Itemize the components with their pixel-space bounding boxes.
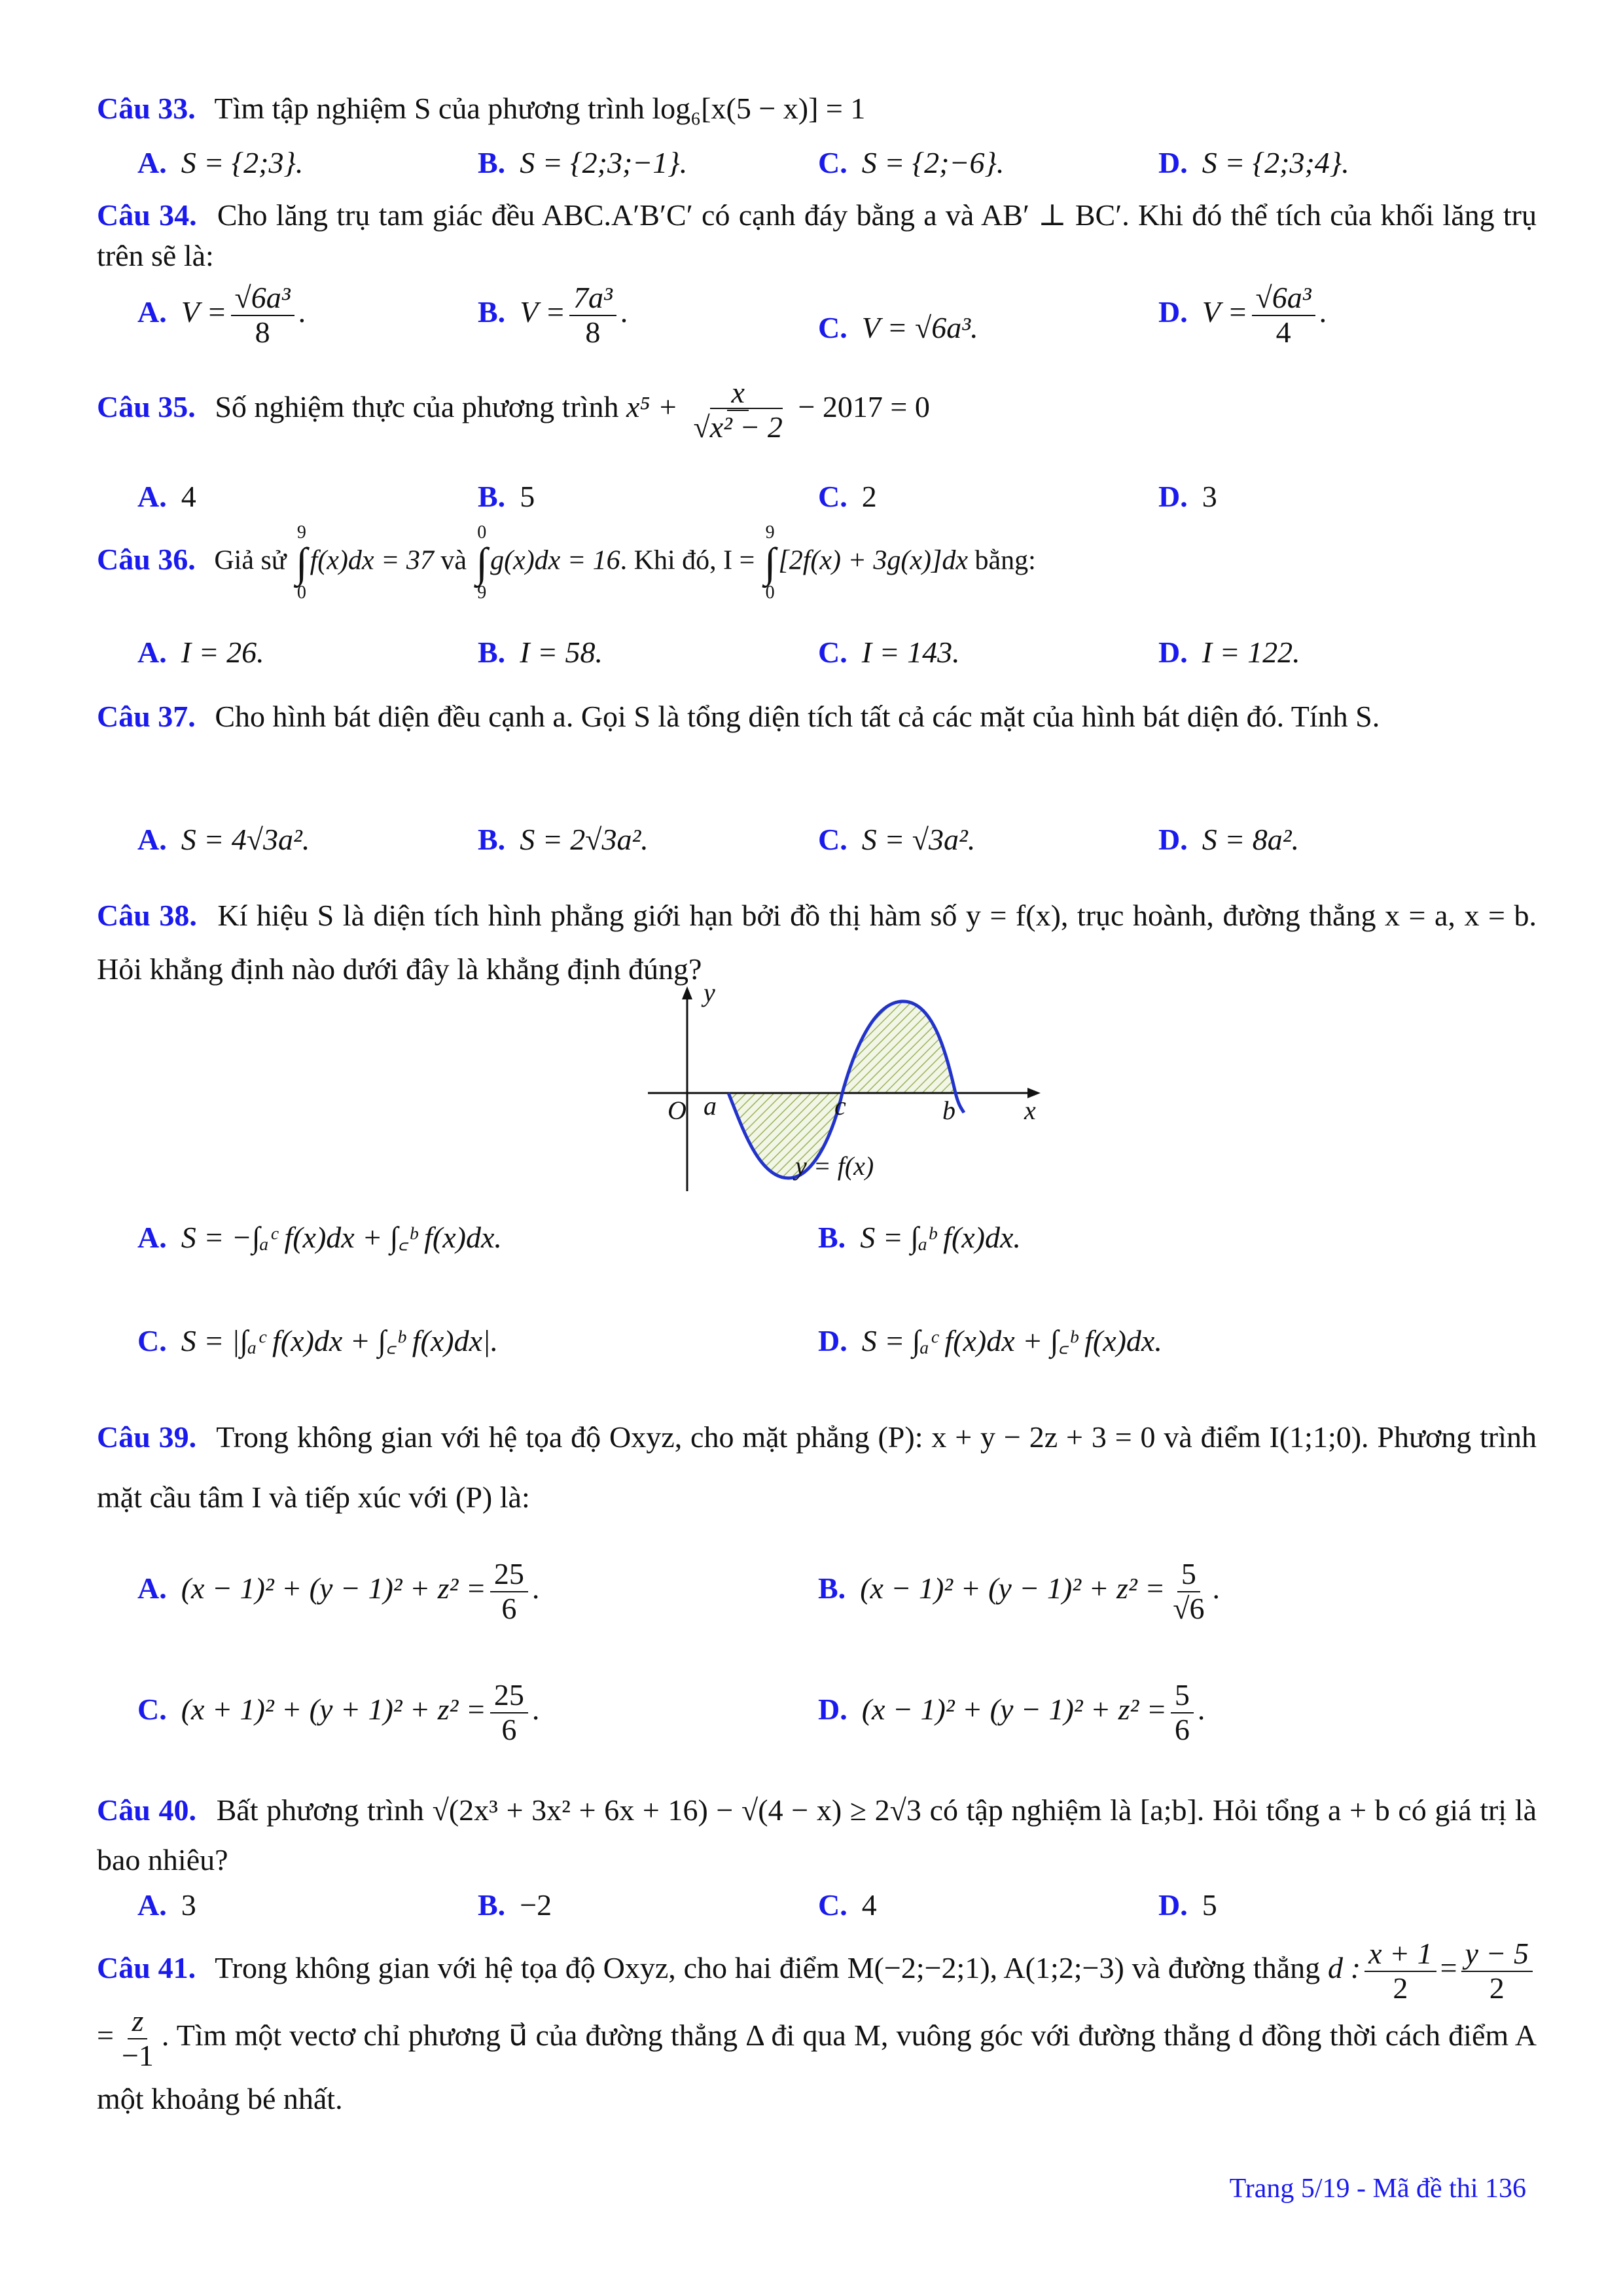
lower-limit: 0: [296, 583, 306, 603]
option-letter: D.: [818, 1324, 847, 1357]
question-text: Cho hình bát diện đều cạnh a. Gọi S là tổng diện tích tất cả các mặt của hình bát diện đó. Tính S.: [215, 700, 1380, 733]
option-letter: A.: [137, 1221, 167, 1254]
denominator: 8: [585, 315, 601, 349]
denominator: 4: [1275, 315, 1291, 349]
option-c[interactable]: [818, 308, 978, 348]
option-c[interactable]: [818, 476, 877, 517]
option-letter: D.: [1158, 146, 1188, 179]
integral: [764, 524, 776, 602]
option-c[interactable]: [818, 632, 960, 673]
option-d[interactable]: [1158, 1885, 1217, 1926]
denominator: 2: [1489, 1971, 1505, 2005]
option-text: −2: [520, 1888, 552, 1922]
fraction: [1169, 1558, 1208, 1625]
question-text: và: [440, 545, 467, 576]
numerator: y − 5: [1461, 1937, 1533, 1972]
upper-limit: 9: [765, 522, 775, 543]
option-letter: C.: [818, 636, 847, 669]
equation-right: − 2017 = 0: [798, 390, 930, 424]
option-lhs: (x − 1)² + (y − 1)² + z² =: [181, 1571, 486, 1605]
option-text: S = {2;3}.: [181, 146, 304, 179]
denominator: 6: [501, 1712, 517, 1746]
option-text: S = {2;−6}.: [861, 146, 1005, 179]
question-label: Câu 36.: [97, 542, 196, 576]
option-letter: C.: [818, 480, 847, 513]
option-letter: D.: [1158, 636, 1188, 669]
option-d[interactable]: [818, 1321, 1162, 1361]
fraction: [118, 2005, 158, 2072]
curve-label: y = f(x): [795, 1151, 874, 1181]
option-text: 3: [1202, 480, 1217, 513]
option-text: 4: [861, 1888, 877, 1922]
option-a[interactable]: A. (x − 1)² + (y − 1)² + z² = $\frac{25}{6}$ .: [137, 1557, 540, 1625]
question-label: Câu 33.: [97, 92, 196, 125]
option-c[interactable]: [137, 1321, 498, 1361]
line-label: d :: [1327, 1951, 1361, 1985]
integral-sign: ∫: [764, 539, 776, 586]
numerator: √6a³: [1252, 281, 1315, 316]
option-b[interactable]: [478, 143, 687, 183]
question-text: Trong không gian với hệ tọa độ Oxyz, cho mặt phẳng (P): x + y − 2z + 3 = 0 và điểm I(1;1;0). Phương trình mặt cầu tâm I và tiếp xúc với (P) là:: [97, 1420, 1537, 1514]
option-b[interactable]: [478, 476, 535, 517]
denominator: 8: [255, 315, 270, 349]
equation-left: x⁵ +: [626, 390, 678, 424]
option-c[interactable]: [818, 1885, 877, 1926]
option-d[interactable]: D. V = $\frac{\text{√6a³}}{4}$ .: [1158, 281, 1327, 349]
option-a[interactable]: [137, 1217, 502, 1258]
numerator: x + 1: [1364, 1937, 1436, 1972]
option-b[interactable]: B. V = $\frac{\text{7a³}}{8}$ .: [478, 281, 628, 349]
a-label: a: [704, 1091, 717, 1121]
option-b[interactable]: [478, 1885, 552, 1926]
option-text: I = 26.: [181, 636, 264, 669]
fraction: [689, 376, 787, 444]
fraction: [1252, 281, 1315, 349]
numerator: 5: [1177, 1558, 1200, 1592]
question-35: [97, 376, 1537, 444]
option-letter: A.: [137, 636, 167, 669]
option-letter: C.: [137, 1693, 167, 1727]
option-c[interactable]: [818, 143, 1004, 183]
b-label: b: [942, 1096, 955, 1125]
denominator: √6: [1173, 1591, 1205, 1625]
option-text: 5: [520, 480, 535, 513]
option-d[interactable]: [1158, 632, 1300, 673]
option-text: 3: [181, 1888, 196, 1922]
question-text: . Khi đó, I =: [620, 545, 755, 576]
function-graph: [638, 978, 1057, 1194]
fraction: [1461, 1937, 1533, 2005]
option-letter: C.: [137, 1324, 167, 1357]
question-37: [97, 694, 1537, 740]
option-letter: C.: [818, 146, 847, 179]
option-a[interactable]: [137, 143, 303, 183]
option-text: S = ∫ₐᵇ f(x)dx.: [860, 1221, 1021, 1254]
option-letter: B.: [478, 295, 506, 329]
question-text: bằng:: [974, 545, 1036, 576]
option-letter: A.: [137, 1571, 167, 1605]
c-label: c: [834, 1091, 846, 1121]
fraction: [490, 1679, 528, 1746]
option-text: S = 2√3a².: [520, 823, 649, 856]
option-d[interactable]: [1158, 143, 1349, 183]
option-text: S = √3a².: [861, 823, 976, 856]
numerator: z: [128, 2005, 147, 2039]
option-d[interactable]: [1158, 819, 1299, 860]
option-lhs: (x + 1)² + (y + 1)² + z² =: [181, 1693, 486, 1727]
radicand: x² − 2: [710, 408, 783, 444]
numerator: √6a³: [231, 281, 294, 316]
option-lhs: V =: [181, 295, 227, 329]
option-text: 2: [861, 480, 877, 513]
denominator: 2: [1393, 1971, 1408, 2005]
option-text: V = √6a³.: [861, 311, 978, 344]
option-c[interactable]: [818, 819, 975, 860]
option-letter: D.: [1158, 1888, 1188, 1922]
integrand: f(x)dx = 37: [310, 545, 434, 576]
option-text: 5: [1202, 1888, 1217, 1922]
question-39: [97, 1407, 1537, 1528]
question-36: [97, 524, 1537, 602]
option-letter: C.: [818, 823, 847, 856]
option-letter: C.: [818, 1888, 847, 1922]
fraction: [1171, 1679, 1194, 1746]
integral-sign: ∫: [476, 539, 488, 586]
question-34: [97, 195, 1537, 276]
question-label: Câu 41.: [97, 1951, 196, 1985]
question-33: [97, 88, 1537, 129]
option-d[interactable]: [1158, 476, 1217, 517]
y-axis-arrow: [682, 986, 692, 999]
option-letter: B.: [818, 1221, 846, 1254]
y-label: y: [704, 978, 715, 1007]
option-a[interactable]: [137, 476, 196, 517]
upper-limit: 9: [296, 522, 306, 543]
question-label: Câu 38.: [97, 899, 197, 932]
option-a[interactable]: [137, 632, 264, 673]
question-40: [97, 1785, 1537, 1885]
option-text: S = 4√3a².: [181, 823, 310, 856]
numerator: 5: [1171, 1679, 1194, 1713]
option-letter: B.: [478, 480, 506, 513]
option-a[interactable]: A. V = $\frac{\text{√6a³}}{8}$ .: [137, 281, 306, 349]
denominator: √x² − 2: [689, 411, 787, 444]
upper-limit: 0: [477, 522, 487, 543]
option-text: I = 143.: [861, 636, 960, 669]
denominator: 6: [501, 1591, 517, 1625]
option-lhs: V =: [520, 295, 565, 329]
x-label: x: [1024, 1096, 1036, 1125]
option-text: S = ∫ₐᶜ f(x)dx + ∫꜀ᵇ f(x)dx.: [861, 1324, 1162, 1357]
question-label: Câu 34.: [97, 198, 197, 232]
option-letter: D.: [1158, 295, 1188, 329]
question-text: Cho lăng trụ tam giác đều ABC.A′B′C′ có cạnh đáy bằng a và AB′ ⊥ BC′. Khi đó thể tích của khối lăng trụ trên sẽ là:: [97, 198, 1537, 272]
option-letter: D.: [1158, 480, 1188, 513]
numerator: 7a³: [569, 281, 616, 316]
option-lhs: (x − 1)² + (y − 1)² + z² =: [860, 1571, 1166, 1605]
option-text: S = −∫ₐᶜ f(x)dx + ∫꜀ᵇ f(x)dx.: [181, 1221, 502, 1254]
question-text: Kí hiệu S là diện tích hình phẳng giới hạn bởi đồ thị hàm số y = f(x), trục hoành, đường thẳng x = a, x = b. Hỏi khẳng định nào dưới đây là khẳng định đúng?: [97, 899, 1537, 986]
page-footer: Trang 5/19 - Mã đề thi 136: [1229, 2174, 1526, 2204]
option-letter: B.: [818, 1571, 846, 1605]
option-letter: A.: [137, 823, 167, 856]
option-text: I = 122.: [1202, 636, 1300, 669]
question-text: . Tìm một vectơ chỉ phương u⃗ của đường thẳng Δ đi qua M, vuông góc với đường thẳng d đồng thời cách điểm A một khoảng bé nhất.: [97, 2018, 1537, 2116]
question-text: Trong không gian với hệ tọa độ Oxyz, cho hai điểm M(−2;−2;1), A(1;2;−3) và đường thẳng: [215, 1951, 1321, 1985]
integral: [476, 524, 488, 602]
option-text: S = 8a².: [1202, 823, 1300, 856]
question-text: Số nghiệm thực của phương trình: [215, 390, 619, 424]
fraction: [231, 281, 294, 349]
question-label: Câu 37.: [97, 700, 196, 733]
option-letter: C.: [818, 311, 847, 344]
fraction: [1364, 1937, 1436, 2005]
option-text: I = 58.: [520, 636, 603, 669]
option-b[interactable]: [478, 632, 603, 673]
question-41: Câu 41. Trong không gian với hệ tọa độ Oxyz, cho hai điểm M(−2;−2;1), A(1;2;−3) và đường thẳng d : $\frac{x + 1}{2}$ = $\frac{y - 5}{2}$ = $\frac{z}{-1}$ . Tìm một vectơ chỉ phương u⃗ của đường thẳng Δ đi qua M, vuông góc với đường thẳng d đồng thời cách điểm A một khoảng bé nhất.: [97, 1937, 1537, 2116]
option-text: S = |∫ₐᶜ f(x)dx + ∫꜀ᵇ f(x)dx|.: [181, 1324, 499, 1357]
question-label: Câu 40.: [97, 1793, 196, 1827]
fraction: [490, 1558, 528, 1625]
option-letter: A.: [137, 295, 167, 329]
question-label: Câu 35.: [97, 390, 196, 424]
option-b[interactable]: [818, 1217, 1021, 1258]
option-lhs: V =: [1202, 295, 1248, 329]
question-label: Câu 39.: [97, 1420, 197, 1454]
option-a[interactable]: [137, 819, 310, 860]
option-letter: A.: [137, 480, 167, 513]
integral: [296, 524, 308, 602]
option-letter: B.: [478, 636, 506, 669]
question-text: Tìm tập nghiệm S của phương trình log₆[x(5 − x)] = 1: [214, 92, 866, 125]
option-d[interactable]: D. (x − 1)² + (y − 1)² + z² = $\frac{5}{6}$ .: [818, 1678, 1205, 1746]
option-letter: B.: [478, 146, 506, 179]
option-lhs: (x − 1)² + (y − 1)² + z² =: [861, 1693, 1167, 1727]
option-b[interactable]: B. (x − 1)² + (y − 1)² + z² = $\frac{5}{√6}$ .: [818, 1557, 1221, 1625]
option-c[interactable]: C. (x + 1)² + (y + 1)² + z² = $\frac{25}{6}$ .: [137, 1678, 540, 1746]
option-letter: D.: [1158, 823, 1188, 856]
option-letter: B.: [478, 823, 506, 856]
fraction: [569, 281, 616, 349]
question-text: Giả sử: [214, 545, 287, 576]
integral-sign: ∫: [296, 539, 308, 586]
option-text: S = {2;3;−1}.: [520, 146, 688, 179]
integrand: [2f(x) + 3g(x)]dx: [778, 545, 968, 576]
option-letter: D.: [818, 1693, 847, 1727]
numerator: 25: [490, 1679, 528, 1713]
denominator: −1: [121, 2038, 154, 2072]
lower-limit: 0: [765, 583, 775, 603]
numerator: x: [727, 376, 748, 411]
lower-limit: 9: [477, 583, 487, 603]
option-letter: A.: [137, 146, 167, 179]
denominator: 6: [1174, 1712, 1190, 1746]
origin-label: O: [668, 1096, 687, 1125]
option-a[interactable]: [137, 1885, 196, 1926]
option-text: S = {2;3;4}.: [1202, 146, 1349, 179]
option-letter: A.: [137, 1888, 167, 1922]
option-text: 4: [181, 480, 196, 513]
option-b[interactable]: [478, 819, 649, 860]
question-text: Bất phương trình √(2x³ + 3x² + 6x + 16) − √(4 − x) ≥ 2√3 có tập nghiệm là [a;b]. Hỏi tổng a + b có giá trị là bao nhiêu?: [97, 1793, 1537, 1876]
numerator: 25: [490, 1558, 528, 1592]
option-letter: B.: [478, 1888, 506, 1922]
integrand: g(x)dx = 16: [490, 545, 620, 576]
